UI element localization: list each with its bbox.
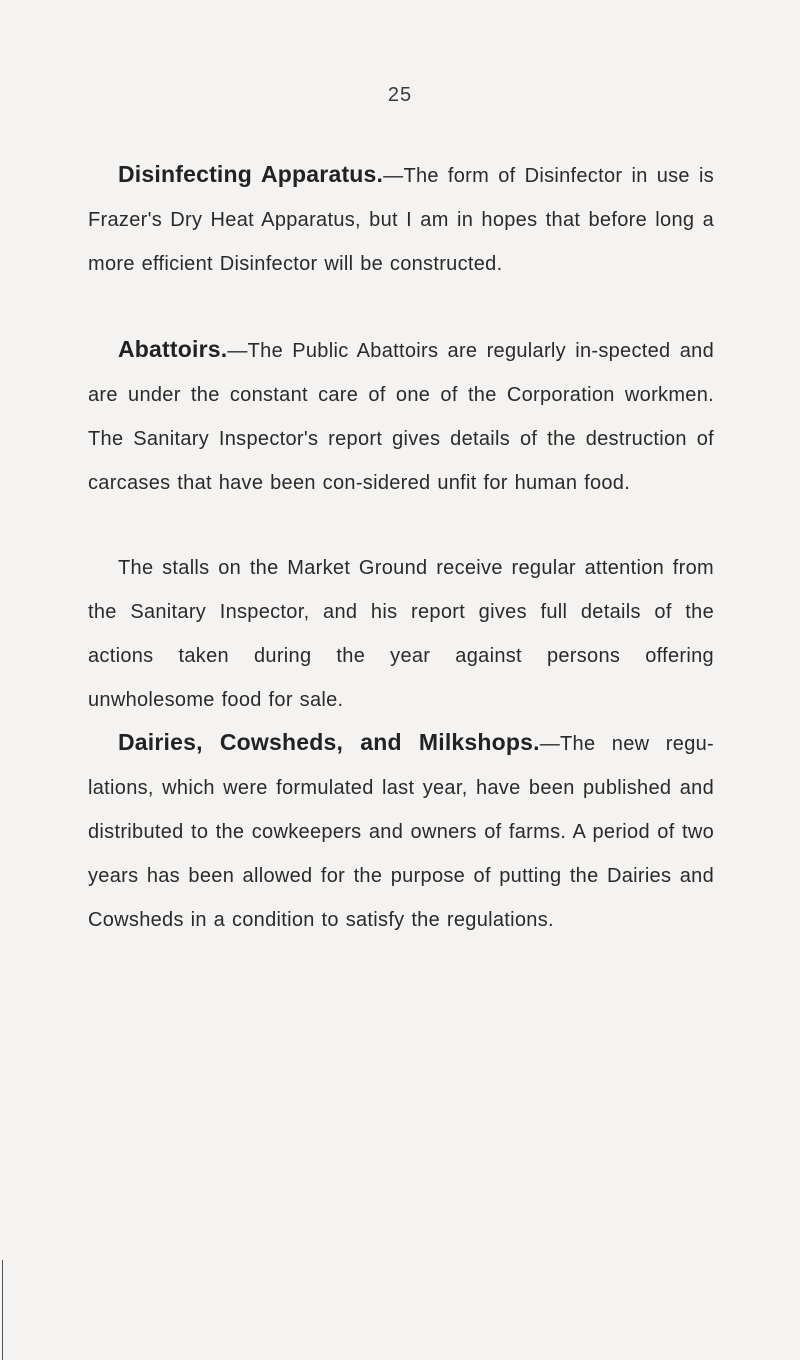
- paragraph-dairies-cowsheds-milkshops: [88, 720, 714, 942]
- paragraph-market-stalls: [88, 546, 714, 722]
- page-number: 25: [387, 84, 413, 106]
- paragraph-text: —The form of Disinfector in use is Frazer's Dry Heat Apparatus, but I am in hopes that before long a more efficient Disinfector will be constructed.: [88, 165, 714, 275]
- section-heading: Abattoirs.: [118, 336, 228, 362]
- paragraph-disinfecting-apparatus: [88, 152, 714, 286]
- paragraph-text: —The new regu-lations, which were formulated last year, have been published and distributed to the cowkeepers and owners of farms. A period of two years has been allowed for the purpose of putting the Dairies and Cowsheds in a condition to satisfy the regulations.: [88, 733, 714, 931]
- paragraph-abattoirs: [88, 327, 714, 505]
- scan-edge-line: [2, 1260, 3, 1360]
- paragraph-text: —The Public Abattoirs are regularly in-spected and are under the constant care of one of the Corporation workmen. The Sanitary Inspector's report gives details of the destruction of carcases that have been con-sidered unfit for human food.: [88, 340, 714, 494]
- section-heading: Dairies, Cowsheds, and Milkshops.: [118, 729, 540, 755]
- section-heading: Disinfecting Apparatus.: [118, 161, 384, 187]
- paragraph-text: The stalls on the Market Ground receive regular attention from the Sanitary Inspector, and his report gives full details of the actions taken during the year against persons offering unwholesome food for sale.: [88, 557, 714, 711]
